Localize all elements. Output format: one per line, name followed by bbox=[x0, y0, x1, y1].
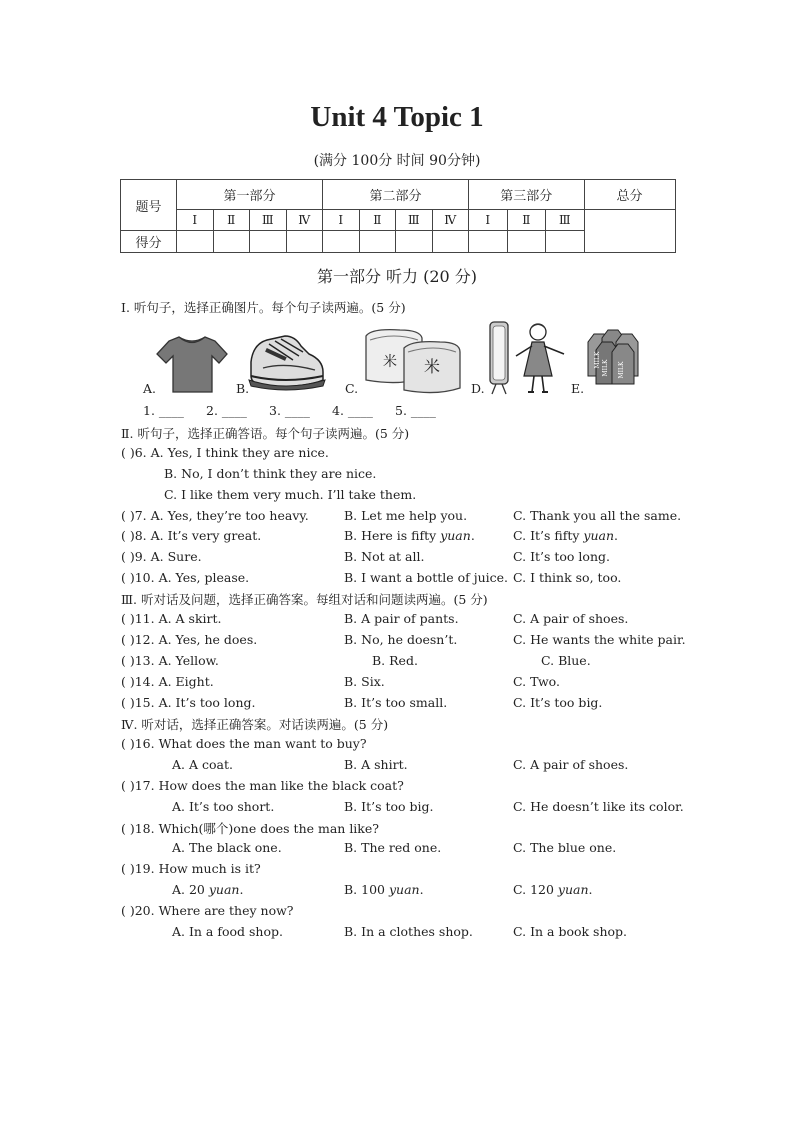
question-6[interactable]: ( )6. A. Yes, I think they are nice. bbox=[121, 445, 329, 460]
option-c: C. It’s fifty yuan. bbox=[513, 528, 619, 543]
sub-header: Ⅰ bbox=[177, 210, 214, 231]
option-b: B. A pair of pants. bbox=[344, 611, 459, 626]
part3-heading: Ⅲ. 听对话及问题，选择正确答案。每组对话和问题读两遍。(5 分) bbox=[121, 592, 488, 607]
option-c: C. A pair of shoes. bbox=[513, 611, 629, 626]
sub-header: Ⅱ bbox=[359, 210, 396, 231]
row-label-number: 题号 bbox=[121, 180, 177, 231]
sub-header: Ⅲ bbox=[546, 210, 585, 231]
part2-heading: Ⅱ. 听句子，选择正确答语。每个句子读两遍。(5 分) bbox=[121, 426, 410, 441]
blank-3[interactable]: 3. ____ bbox=[269, 403, 310, 418]
option-a: A. The black one. bbox=[172, 840, 282, 855]
option-a: A. In a food shop. bbox=[172, 924, 283, 939]
option-b: B. I want a bottle of juice. bbox=[344, 570, 509, 585]
part-3-header: 第三部分 bbox=[469, 180, 585, 210]
part1-heading: Ⅰ. 听句子，选择正确图片。每个句子读两遍。(5 分) bbox=[121, 300, 406, 315]
rice-char-label: 米 bbox=[383, 354, 397, 370]
total-header: 总分 bbox=[584, 180, 675, 210]
part4-heading: Ⅳ. 听对话，选择正确答案。对话读两遍。(5 分) bbox=[121, 717, 389, 732]
question-12[interactable]: ( )12. A. Yes, he does. bbox=[121, 632, 258, 647]
score-cell[interactable] bbox=[432, 231, 469, 253]
score-cell[interactable] bbox=[359, 231, 396, 253]
option-c: C. It’s too big. bbox=[513, 695, 603, 710]
pic-label-c: C. bbox=[345, 381, 359, 396]
option-c: C. He wants the white pair. bbox=[513, 632, 686, 647]
rice-char-label: 米 bbox=[423, 357, 441, 376]
sub-header: Ⅳ bbox=[286, 210, 323, 231]
sub-header: Ⅰ bbox=[469, 210, 508, 231]
sub-header: Ⅲ bbox=[250, 210, 287, 231]
pic-label-b: B. bbox=[236, 381, 250, 396]
milk-label: MILK bbox=[602, 359, 609, 377]
option-c: C. The blue one. bbox=[513, 840, 617, 855]
question-9[interactable]: ( )9. A. Sure. bbox=[121, 549, 202, 564]
question-19[interactable]: ( )19. How much is it? bbox=[121, 861, 261, 876]
option-b: B. Let me help you. bbox=[344, 508, 468, 523]
row-label-score: 得分 bbox=[121, 231, 177, 253]
blank-1[interactable]: 1. ____ bbox=[143, 403, 184, 418]
page-subtitle: (满分 100分 时间 90分钟) bbox=[313, 153, 481, 169]
option-b: B. Red. bbox=[372, 653, 418, 668]
option-c: C. I think so, too. bbox=[513, 570, 622, 585]
part-2-header: 第二部分 bbox=[323, 180, 469, 210]
option-b: B. Six. bbox=[344, 674, 385, 689]
score-table bbox=[120, 179, 676, 253]
question-15[interactable]: ( )15. A. It’s too long. bbox=[121, 695, 256, 710]
option-a: A. A coat. bbox=[172, 757, 233, 772]
question-11[interactable]: ( )11. A. A skirt. bbox=[121, 611, 222, 626]
page-title: Unit 4 Topic 1 bbox=[310, 101, 484, 133]
rice-bags-icon bbox=[360, 326, 464, 394]
score-cell[interactable] bbox=[250, 231, 287, 253]
option-b: B. Here is fifty yuan. bbox=[344, 528, 475, 543]
option-c: C. He doesn’t like its color. bbox=[513, 799, 684, 814]
score-cell[interactable] bbox=[396, 231, 433, 253]
score-cell[interactable] bbox=[323, 231, 360, 253]
option-c: C. It’s too long. bbox=[513, 549, 610, 564]
question-13[interactable]: ( )13. A. Yellow. bbox=[121, 653, 219, 668]
score-cell[interactable] bbox=[286, 231, 323, 253]
blank-2[interactable]: 2. ____ bbox=[206, 403, 247, 418]
option-c: C. Thank you all the same. bbox=[513, 508, 682, 523]
milk-cartons-icon bbox=[586, 328, 640, 386]
question-10[interactable]: ( )10. A. Yes, please. bbox=[121, 570, 250, 585]
score-cell[interactable] bbox=[546, 231, 585, 253]
option-c: C. In a book shop. bbox=[513, 924, 628, 939]
option-b: B. The red one. bbox=[344, 840, 442, 855]
option-c: C. A pair of shoes. bbox=[513, 757, 629, 772]
girl-mirror-icon bbox=[482, 318, 570, 396]
option-b: B. It’s too big. bbox=[344, 799, 434, 814]
sub-header: Ⅰ bbox=[323, 210, 360, 231]
milk-label: MILK bbox=[594, 351, 601, 369]
sub-header: Ⅳ bbox=[432, 210, 469, 231]
option-b: B. A shirt. bbox=[344, 757, 408, 772]
option-6c: C. I like them very much. I’ll take them. bbox=[164, 487, 417, 502]
option-b: B. 100 yuan. bbox=[344, 882, 424, 897]
score-cell[interactable] bbox=[213, 231, 250, 253]
blank-5[interactable]: 5. ____ bbox=[395, 403, 436, 418]
option-6b: B. No, I don’t think they are nice. bbox=[164, 466, 377, 481]
sub-header: Ⅱ bbox=[507, 210, 546, 231]
question-17[interactable]: ( )17. How does the man like the black coat? bbox=[121, 778, 404, 793]
t-shirt-icon bbox=[155, 334, 229, 394]
option-b: B. In a clothes shop. bbox=[344, 924, 473, 939]
question-20[interactable]: ( )20. Where are they now? bbox=[121, 903, 294, 918]
milk-label: MILK bbox=[618, 361, 625, 379]
option-b: B. It’s too small. bbox=[344, 695, 448, 710]
sub-header: Ⅲ bbox=[396, 210, 433, 231]
question-18[interactable]: ( )18. Which(哪个)one does the man like? bbox=[121, 821, 379, 836]
pic-label-a: A. bbox=[143, 381, 157, 396]
score-cell[interactable] bbox=[469, 231, 508, 253]
option-c: C. 120 yuan. bbox=[513, 882, 593, 897]
sneakers-icon bbox=[245, 332, 327, 392]
blank-4[interactable]: 4. ____ bbox=[332, 403, 373, 418]
total-score-cell[interactable] bbox=[584, 210, 675, 253]
option-c: C. Two. bbox=[513, 674, 560, 689]
sub-header: Ⅱ bbox=[213, 210, 250, 231]
question-14[interactable]: ( )14. A. Eight. bbox=[121, 674, 214, 689]
option-b: B. No, he doesn’t. bbox=[344, 632, 458, 647]
question-8[interactable]: ( )8. A. It’s very great. bbox=[121, 528, 262, 543]
score-cell[interactable] bbox=[177, 231, 214, 253]
question-16[interactable]: ( )16. What does the man want to buy? bbox=[121, 736, 367, 751]
option-a: A. It’s too short. bbox=[172, 799, 275, 814]
section-title: 第一部分 听力 (20 分) bbox=[316, 267, 478, 286]
part-1-header: 第一部分 bbox=[177, 180, 323, 210]
option-b: B. Not at all. bbox=[344, 549, 425, 564]
question-7[interactable]: ( )7. A. Yes, they’re too heavy. bbox=[121, 508, 309, 523]
pic-label-e: E. bbox=[571, 381, 585, 396]
option-a: A. 20 yuan. bbox=[172, 882, 244, 897]
score-cell[interactable] bbox=[507, 231, 546, 253]
pic-label-d: D. bbox=[471, 381, 485, 396]
option-c: C. Blue. bbox=[541, 653, 591, 668]
